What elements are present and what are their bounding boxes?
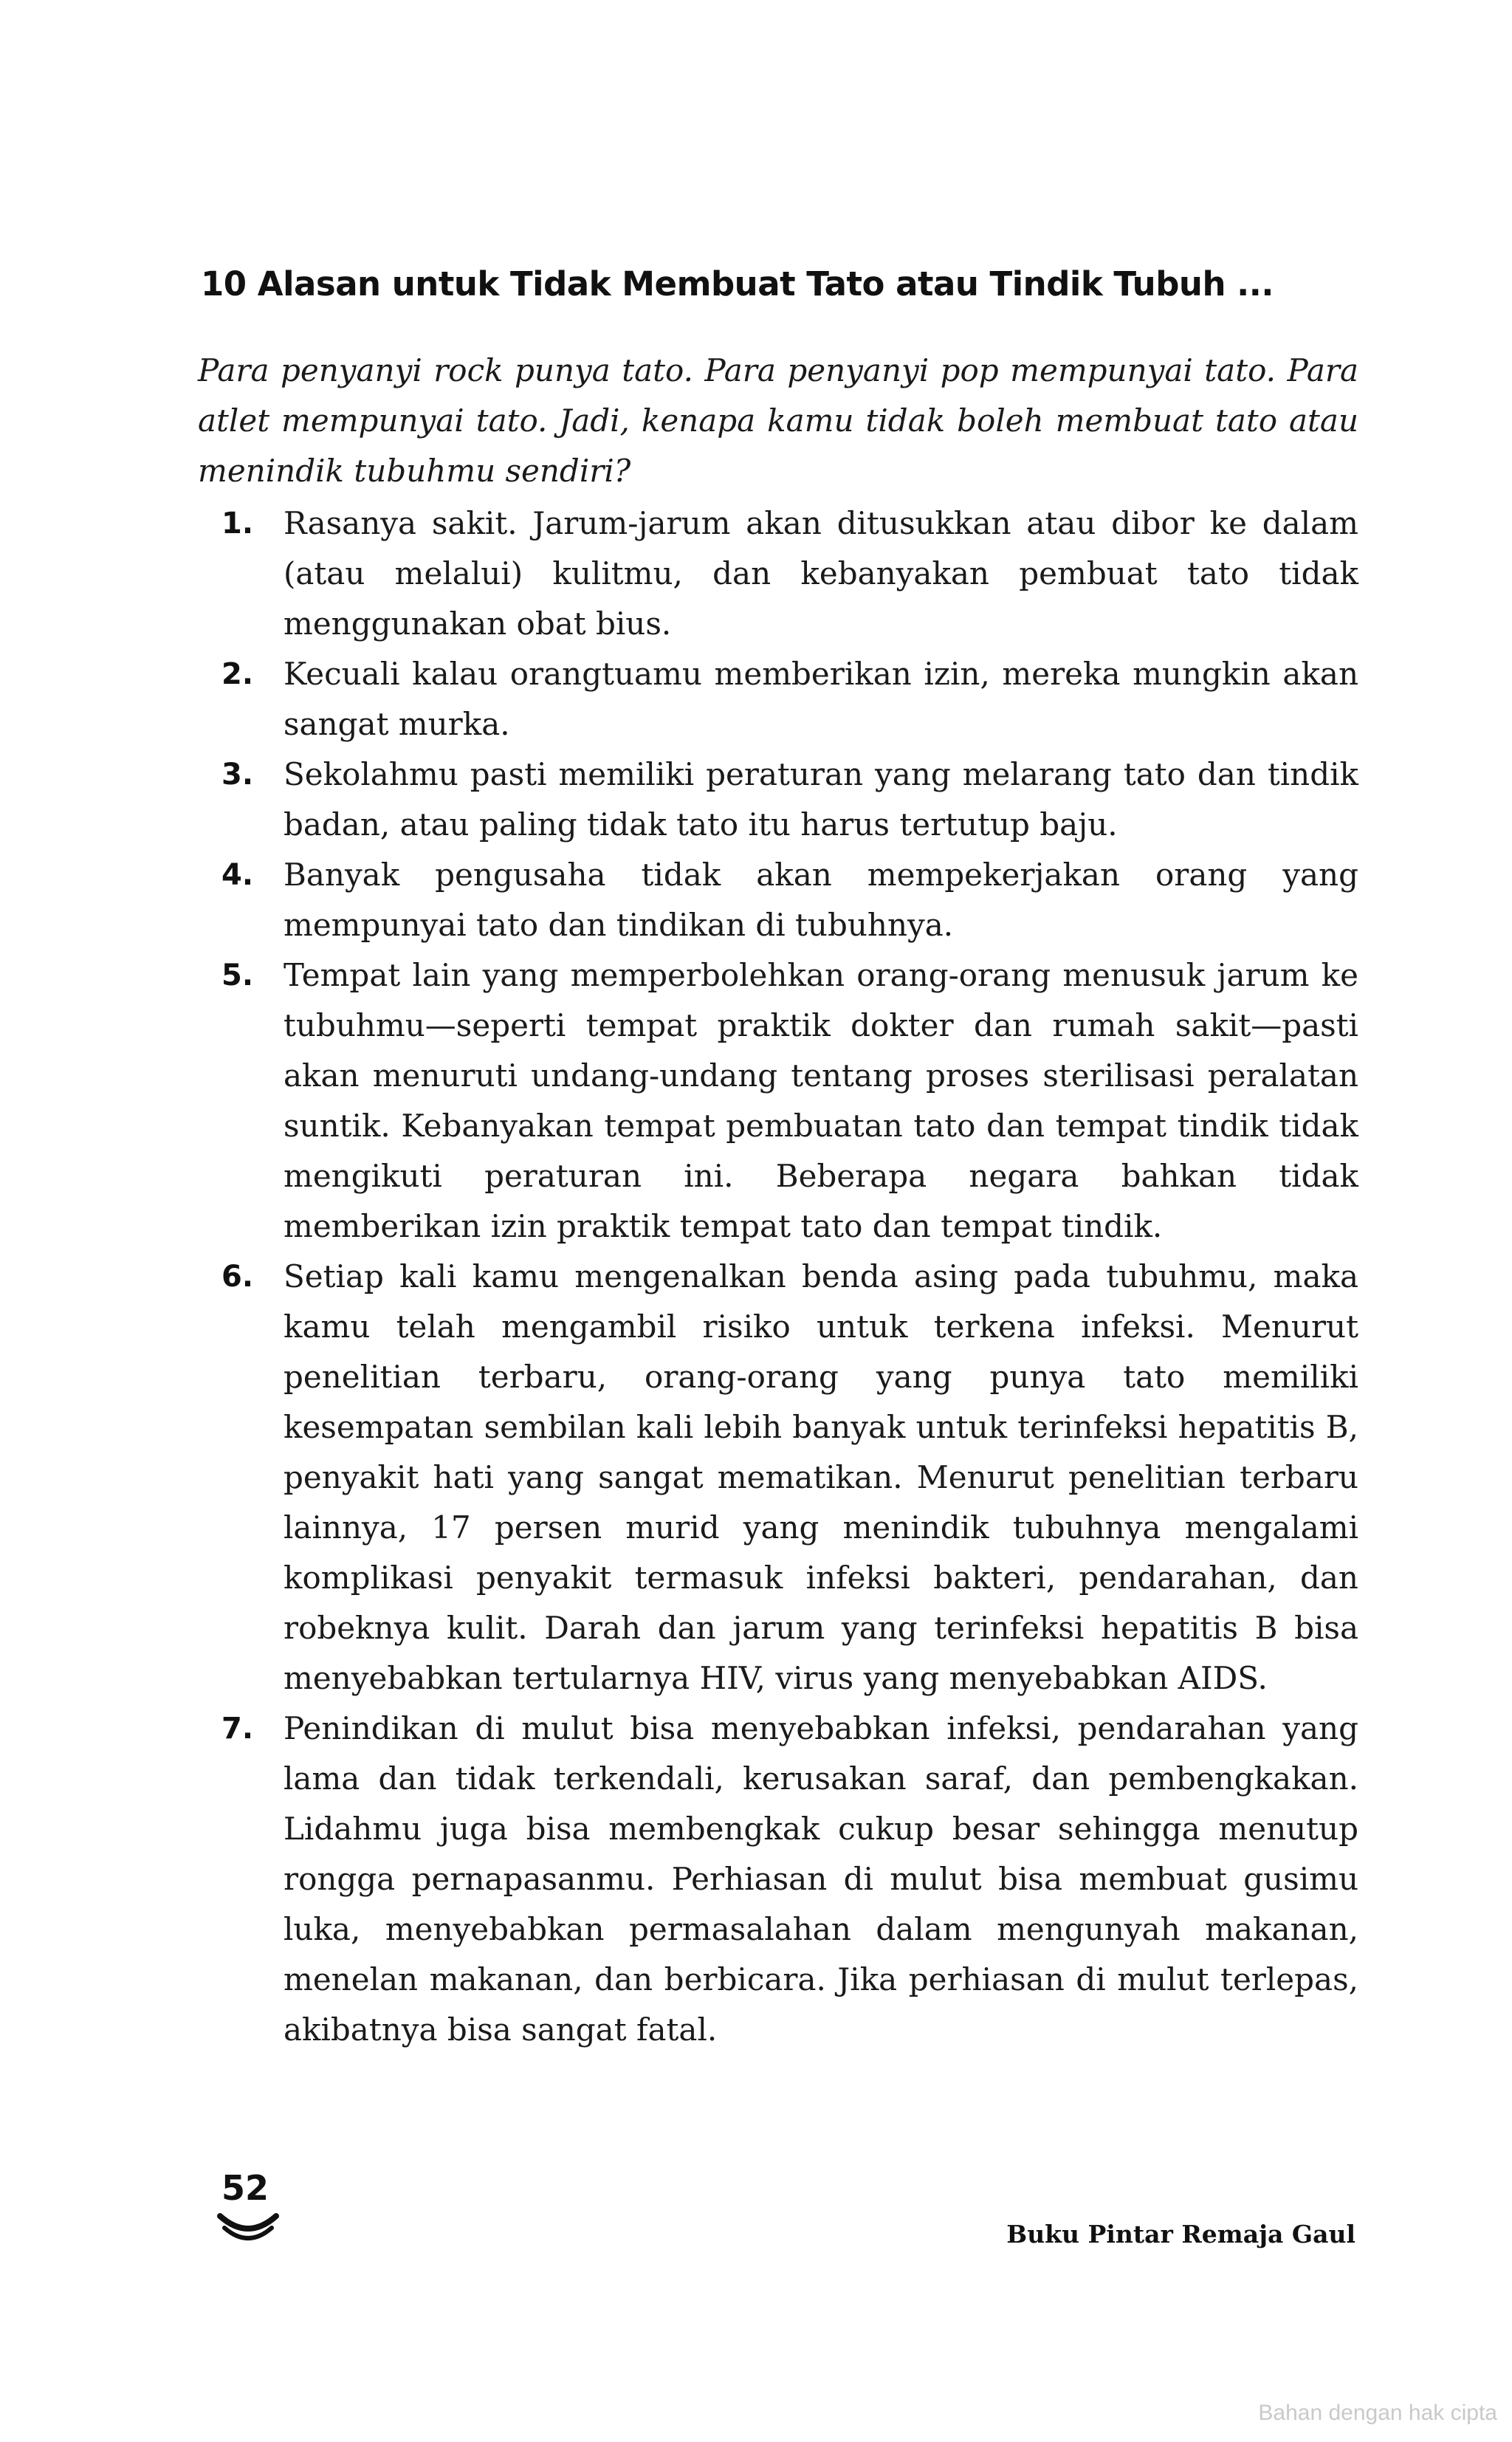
item-number: 3. (221, 758, 254, 792)
item-text: Setiap kali kamu mengenalkan benda asing pada tubuhmu, maka kamu telah mengambil risiko untuk terkena infeksi. Menurut penelitian terbaru, orang-orang yang punya tato memiliki kesempatan sembilan kali lebih banyak untuk terinfeksi hepatitis B, penyakit hati yang sangat mematikan. Menurut penelitian terbaru lainnya, 17 persen murid yang menindik tubuhnya mengalami komplikasi penyakit termasuk infeksi bakteri, pendarahan, dan robeknya kulit. Darah dan jarum yang terinfeksi hepatitis B bisa menyebabkan tertularnya HIV, virus yang menyebabkan AIDS. (284, 1258, 1358, 1696)
list-item (221, 649, 1358, 750)
list-item (221, 498, 1358, 649)
item-text: Sekolahmu pasti memiliki peraturan yang melarang tato dan tindik badan, atau paling tidak tato itu harus tertutup baju. (284, 756, 1358, 843)
page-number: 52 (221, 2168, 269, 2208)
item-text: Penindikan di mulut bisa menyebabkan infeksi, pendarahan yang lama dan tidak terkendali, kerusakan saraf, dan pembengkakan. Lidahmu juga bisa membengkak cukup besar sehingga menutup rongga pernapasanmu. Perhiasan di mulut bisa membuat gusimu luka, menyebabkan permasalahan dalam mengunyah makanan, menelan makanan, dan berbicara. Jika perhiasan di mulut terlepas, akibatnya bisa sangat fatal. (284, 1710, 1358, 2048)
page-heading: 10 Alasan untuk Tidak Membuat Tato atau Tindik Tubuh ... (201, 264, 1274, 303)
list-item (221, 850, 1358, 950)
copyright-watermark: Bahan dengan hak cipta (1258, 2401, 1497, 2425)
list-item (221, 1252, 1358, 1704)
item-text: Tempat lain yang memperbolehkan orang-orang menusuk jarum ke tubuhmu—seperti tempat praktik dokter dan rumah sakit—pasti akan menuruti undang-undang tentang proses sterilisasi peralatan suntik. Kebanyakan tempat pembuatan tato dan tempat tindik tidak mengikuti peraturan ini. Beberapa negara bahkan tidak memberikan izin praktik tempat tato dan tempat tindik. (284, 957, 1358, 1244)
reasons-list (221, 498, 1358, 2055)
item-number: 7. (221, 1712, 254, 1746)
item-text: Rasanya sakit. Jarum-jarum akan ditusukkan atau dibor ke dalam (atau melalui) kulitmu, dan kebanyakan pembuat tato tidak menggunakan obat bius. (284, 505, 1358, 642)
item-text: Banyak pengusaha tidak akan mempekerjakan orang yang mempunyai tato dan tindikan di tubuhnya. (284, 857, 1358, 943)
list-item (221, 1704, 1358, 2055)
smile-icon (217, 2212, 279, 2244)
item-number: 1. (221, 507, 254, 541)
intro-paragraph: Para penyanyi rock punya tato. Para penyanyi pop mempunyai tato. Para atlet mempunyai tato. Jadi, kenapa kamu tidak boleh membuat tato atau menindik tubuhmu sendiri? (198, 352, 1358, 489)
book-title: Buku Pintar Remaja Gaul (1006, 2220, 1355, 2249)
item-number: 2. (221, 657, 254, 691)
item-number: 6. (221, 1260, 254, 1294)
list-item (221, 750, 1358, 850)
item-number: 5. (221, 958, 254, 992)
list-item (221, 950, 1358, 1252)
item-text: Kecuali kalau orangtuamu memberikan izin, mereka mungkin akan sangat murka. (284, 656, 1358, 742)
item-number: 4. (221, 858, 254, 892)
